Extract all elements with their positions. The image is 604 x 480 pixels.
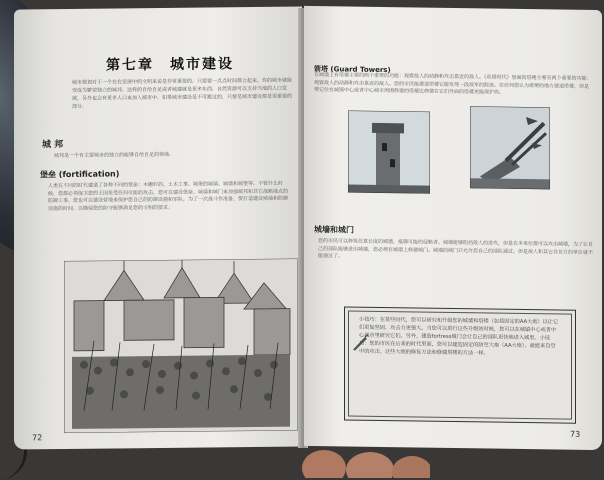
tip-text: 小技巧：在某些时代，您可以研究和升级您的城墙和塔楼（包括固定的AA大炮）以让它们更加坚固，攻击力更强大。当您可以进行这些升级的时候，您可以在城镇中心或者中心城市里研究它们。另外，建造fortress城门会让自己的部队更快地进入城里。小技巧：您的市民在后来的时代里面，您可以建造固定的防空大炮（AA大炮），就能来自空中的攻击。这些大炮的修复方法和修建塔楼的方法一样。: [359, 316, 559, 357]
open-book: [14, 8, 602, 456]
section-text-fortification: 人类在不同的时代建造了各种不同的堡垒：木栅栏的、土木工事、城堡的城墙、城墙和城堡等。不管什么时候，您都必须保卫您的王国免受任何可能的攻击。您可以建设堡垒。城墙和城门来加强城邦和其它战略地点的防御工事。您也可以建设营地来保护您自己的防御设施和军队。为了一次战斗作准备，要打造建设城墙和防御设施的时间。以确保您的防守能够满足您的文明的要求。: [48, 180, 289, 212]
left-page: [14, 6, 302, 449]
section-text-guard-towers: 在城墙上有塔楼主要的两个重要的功能：观察敌人的动静和攻击靠近的敌人。《帝国时代》里面的塔楼主要有两个重要的功能：观察敌人的动静和攻击靠近的敌人。您的市民能建造塔楼它能发现一段敌军的踪迹。在任何您认为需要的地方建造塔楼，但是要记住在城镇中心或者中心城市周围修建的塔楼比修建在它们外面的塔楼更能保护你。: [314, 72, 592, 96]
section-text-walls-gates: 您的市民可以修筑任意长度的城墙，抵御可能的侵略者。城墙能够阻挡敌人的进攻，但是在多单位都可以攻击城墙，为了让自己的部队能够进出城墙，您必须在城墙上修建城门。城墙的城门只允许您自己的部队通过。但是敌人和其它非友方的单位就不能通过了。: [318, 238, 594, 260]
section-heading-guard-towers: 箭塔 (Guard Towers): [314, 65, 391, 75]
section-heading-city-state: 城 邦: [42, 139, 64, 151]
right-page: [304, 6, 602, 450]
medieval-siege-illustration: [64, 259, 298, 433]
fingertips: [300, 438, 430, 478]
page-number-left: 72: [32, 433, 43, 443]
chapter-intro: 城市规划对于一个在在发展中的文明来说是非常重要的。只要要一点点时间都合起来，你的城市就能变成为繁荣独立的城邦。这样的自给自足或者城建就是更多东西。自然资源可以支持当地的人口发展，另外也会有更多人口来加入城市中。如果城市建设是不可跳过的，只要是城市建设都是很重要的部分。: [72, 77, 293, 110]
section-heading-fortification: 堡垒 (fortification): [40, 169, 120, 180]
page-number-right: 73: [570, 429, 581, 439]
section-heading-walls-gates: 城墙和城门: [314, 225, 354, 235]
guard-tower-image: [348, 111, 430, 194]
anti-aircraft-gun-image: [470, 106, 550, 189]
tip-box: [344, 306, 576, 423]
chapter-title: 第七章 城市建设: [106, 56, 234, 74]
section-text-city-state: 城邦是一个有主要城市的独立的能够自给自足的领地。: [54, 151, 175, 160]
